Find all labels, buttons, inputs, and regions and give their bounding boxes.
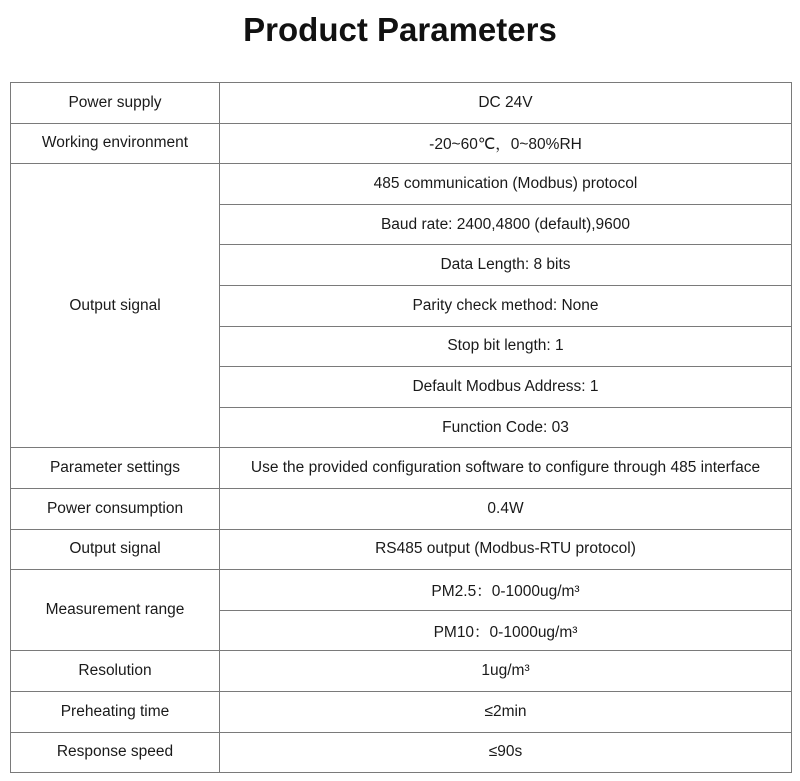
table-row [11, 732, 792, 773]
param-label-resolution: Resolution [11, 651, 220, 692]
param-value-working-environment: -20~60℃，0~80%RH [220, 123, 792, 164]
product-parameters-table [10, 82, 792, 773]
param-label-power-consumption: Power consumption [11, 488, 220, 529]
param-label-response-speed: Response speed [11, 732, 220, 773]
param-value-modbus-address: Default Modbus Address: 1 [220, 367, 792, 408]
param-value-power-consumption: 0.4W [220, 488, 792, 529]
table-row [11, 448, 792, 489]
table-row [11, 83, 792, 124]
param-label-output-signal-rs485: Output signal [11, 529, 220, 570]
param-label-output-signal: Output signal [11, 164, 220, 448]
param-label-measurement-range: Measurement range [11, 570, 220, 651]
param-label-parameter-settings: Parameter settings [11, 448, 220, 489]
param-label-preheating-time: Preheating time [11, 691, 220, 732]
table-row [11, 488, 792, 529]
param-value-data-length: Data Length: 8 bits [220, 245, 792, 286]
param-value-parity-check: Parity check method: None [220, 285, 792, 326]
param-value-baud-rate: Baud rate: 2400,4800 (default),9600 [220, 204, 792, 245]
param-value-protocol: 485 communication (Modbus) protocol [220, 164, 792, 205]
param-value-power-supply: DC 24V [220, 83, 792, 124]
param-value-output-signal-rs485: RS485 output (Modbus-RTU protocol) [220, 529, 792, 570]
table-row [11, 164, 792, 205]
param-value-stop-bit: Stop bit length: 1 [220, 326, 792, 367]
param-value-resolution: 1ug/m³ [220, 651, 792, 692]
param-value-pm10-range: PM10：0-1000ug/m³ [220, 610, 792, 651]
page-title: Product Parameters [243, 11, 557, 48]
param-value-preheating-time: ≤2min [220, 691, 792, 732]
table-row [11, 651, 792, 692]
param-value-pm25-range: PM2.5：0-1000ug/m³ [220, 570, 792, 611]
table-row [11, 529, 792, 570]
param-label-working-environment: Working environment [11, 123, 220, 164]
table-row [11, 691, 792, 732]
table-row [11, 123, 792, 164]
param-value-function-code: Function Code: 03 [220, 407, 792, 448]
param-value-response-speed: ≤90s [220, 732, 792, 773]
table-row [11, 570, 792, 611]
param-value-parameter-settings: Use the provided configuration software to configure through 485 interface [220, 448, 792, 489]
param-label-power-supply: Power supply [11, 83, 220, 124]
